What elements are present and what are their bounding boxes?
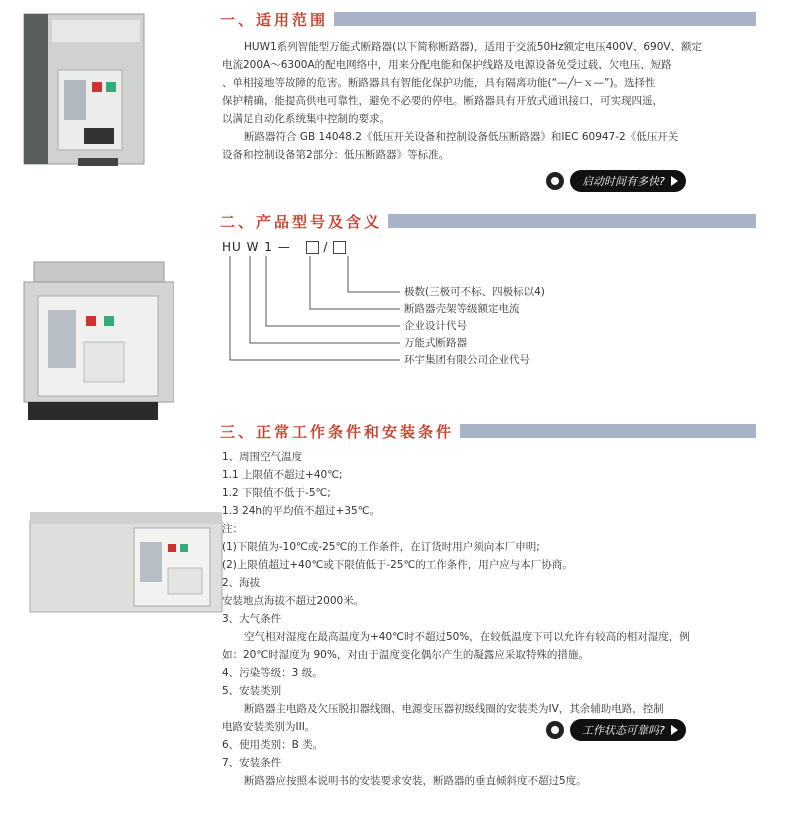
circle-bullet-icon (546, 721, 564, 739)
condition-line: 1.2 下限值不低于-5℃; (222, 487, 331, 499)
scope-line: 设备和控制设备第2部分：低压断路器》等标准。 (222, 149, 450, 161)
play-arrow-icon (671, 725, 678, 735)
condition-line: 电路安装类别为III。 (222, 721, 316, 733)
status-reliable-label: 工作状态可靠吗? (582, 724, 665, 737)
breaker-photo-2 (14, 252, 174, 422)
model-code-connectors (222, 254, 402, 369)
condition-line: 如：20℃时湿度为 90%，对由于温度变化偶尔产生的凝露应采取特殊的措施。 (222, 649, 589, 661)
condition-line: 4、污染等级：3 级。 (222, 667, 323, 679)
condition-line: 6、使用类别：B 类。 (222, 739, 324, 751)
breaker-photo-3 (26, 508, 226, 618)
section-title-scope (220, 8, 756, 30)
legend-item-poles: 极数(三极可不标、四极标以4) (404, 286, 545, 298)
model-code-prefix: HU W 1 — (222, 240, 291, 254)
condition-line: 安装地点海拔不超过2000米。 (222, 595, 365, 607)
play-arrow-icon (671, 176, 678, 186)
legend-item-frame-current: 断路器壳架等级额定电流 (404, 303, 520, 315)
condition-line: (2)上限值超过+40℃或下限值低于-25℃的工作条件，用户应与本厂协商。 (222, 559, 573, 571)
legend-item-enterprise-code: 环宇集团有限公司企业代号 (404, 354, 530, 366)
section-heading: 一、适用范围 (220, 9, 334, 30)
condition-line: 空气相对湿度在最高温度为+40℃时不超过50%，在较低温度下可以允许有较高的相对湿度，例 (244, 631, 690, 643)
scope-line: 保护精确，能提高供电可靠性，避免不必要的停电。断路器具有开放式通讯接口，可实现四遥， (222, 95, 663, 107)
condition-line: 1.3 24h的平均值不超过+35℃。 (222, 505, 381, 517)
condition-line: 7、安装条件 (222, 757, 282, 769)
section-title-model (220, 210, 756, 232)
breaker-photo-1 (18, 10, 158, 170)
condition-line: (1)下限值为-10℃或-25℃的工作条件，在订货时用户须向本厂申明; (222, 541, 540, 553)
condition-line: 断路器主电路及欠压脱扣器线圈、电源变压器初级线圈的安装类为IV，其余辅助电路，控制 (244, 703, 664, 715)
scope-paragraph (222, 38, 702, 164)
heading-bar (334, 12, 756, 26)
condition-line: 3、大气条件 (222, 613, 282, 625)
scope-line: 、单相接地等故障的危害。断路器具有智能化保护功能，具有隔离功能(“—╱⊢ｘ—”)。选择性 (222, 77, 656, 89)
condition-line: 注： (222, 523, 243, 535)
condition-line: 5、安装类别 (222, 685, 282, 697)
scope-line: 以满足自动化系统集中控制的要求。 (222, 113, 390, 125)
placeholder-box-icon (333, 241, 346, 254)
condition-line: 断路器应按照本说明书的安装要求安装，断路器的垂直倾斜度不超过5度。 (244, 775, 587, 787)
legend-item-design-code: 企业设计代号 (404, 320, 467, 332)
start-time-button[interactable] (546, 170, 686, 192)
model-code (222, 240, 346, 254)
condition-line: 1、周围空气温度 (222, 451, 303, 463)
condition-line: 2、海拔 (222, 577, 261, 589)
section-title-conditions (220, 420, 756, 442)
status-reliable-button[interactable] (546, 719, 686, 741)
start-time-label: 启动时间有多快? (582, 175, 665, 188)
heading-bar (388, 214, 756, 228)
model-code-separator: / (323, 240, 329, 254)
scope-line: 电流200A～6300A的配电网络中，用来分配电能和保护线路及电源设备免受过载、欠电压、短路 (222, 59, 672, 71)
placeholder-box-icon (306, 241, 319, 254)
condition-line: 1.1 上限值不超过+40℃; (222, 469, 343, 481)
scope-line: HUW1系列智能型万能式断路器(以下简称断路器)，适用于交流50Hz额定电压400V、690V、额定 (244, 41, 703, 53)
heading-bar (460, 424, 756, 438)
section-heading: 三、正常工作条件和安装条件 (220, 421, 460, 442)
scope-line: 断路器符合 GB 14048.2《低压开关设备和控制设备低压断路器》和IEC 60947-2《低压开关 (244, 131, 679, 143)
circle-bullet-icon (546, 172, 564, 190)
section-heading: 二、产品型号及含义 (220, 211, 388, 232)
legend-item-universal-breaker: 万能式断路器 (404, 337, 467, 349)
